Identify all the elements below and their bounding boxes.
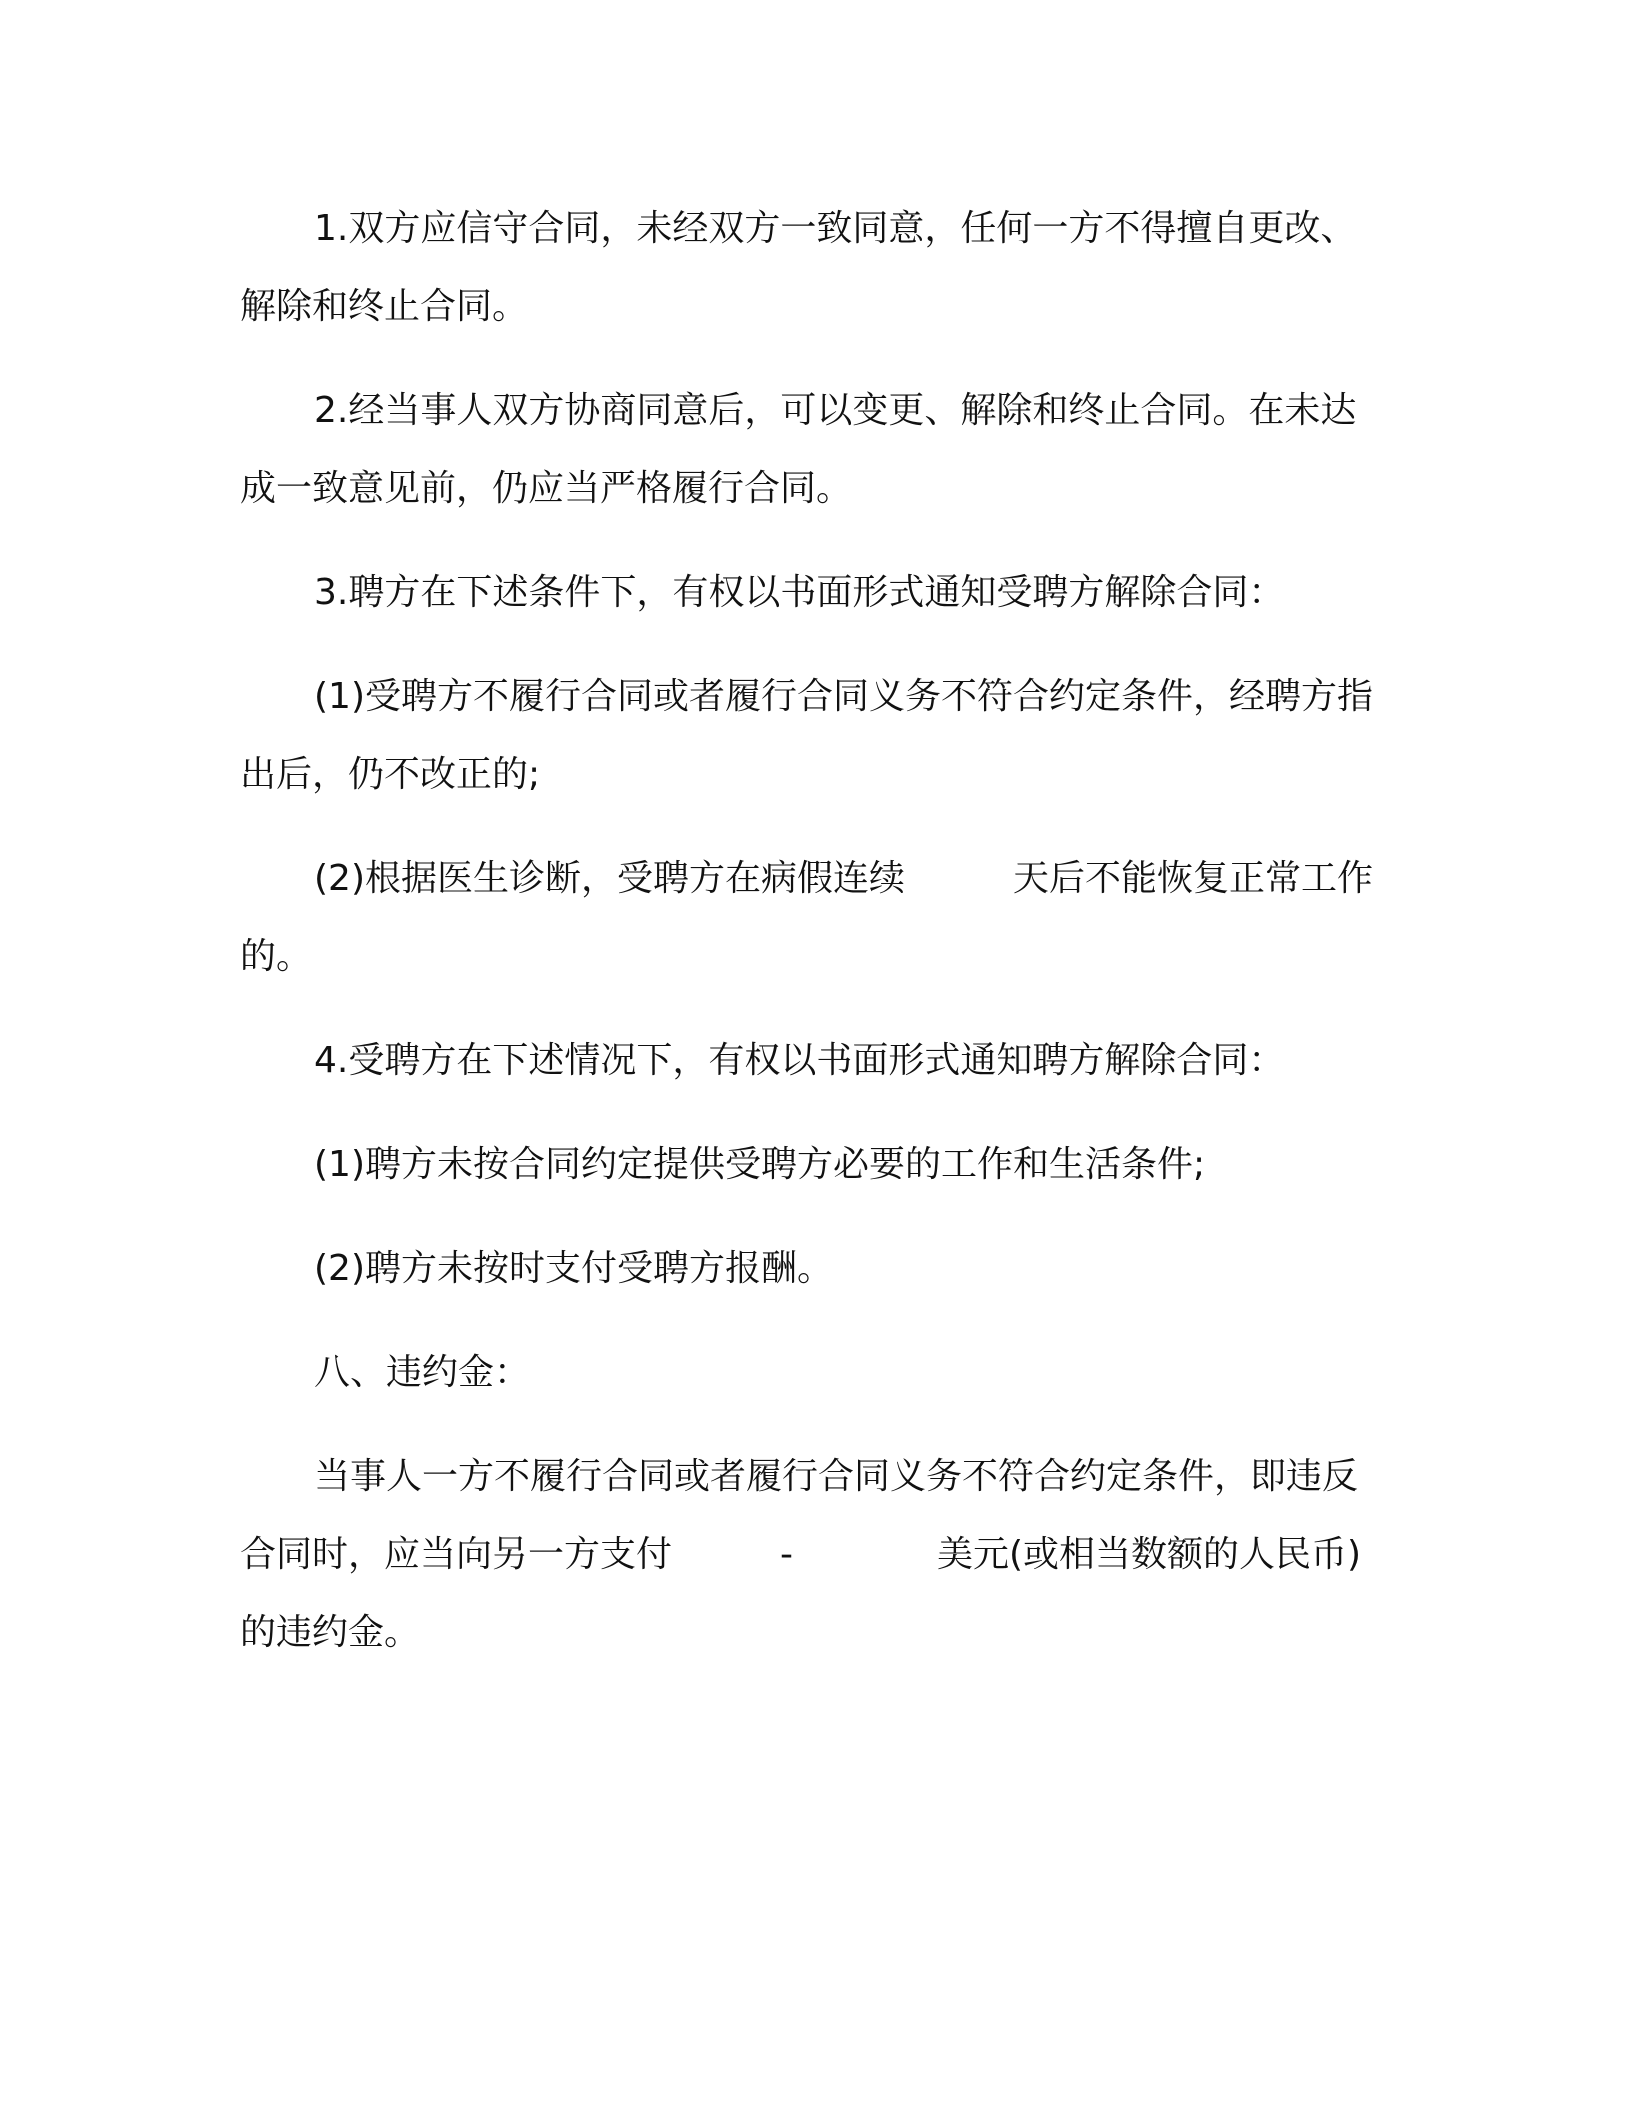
paragraph-clause-4: 4.受聘方在下述情况下，有权以书面形式通知聘方解除合同： (314, 1040, 1285, 1081)
document-body (240, 190, 1380, 1672)
paragraph-clause-2: 2.经当事人双方协商同意后，可以变更、解除和终止合同。在未达成一致意见前，仍应当严格履行合同。 (240, 390, 1357, 509)
paragraph-clause-4-item-1: (1)聘方未按合同约定提供受聘方必要的工作和生活条件; (314, 1144, 1206, 1185)
paragraph-penalty: 当事人一方不履行合同或者履行合同义务不符合约定条件，即违反合同时，应当向另一方支付 - 美元(或相当数额的人民币)的违约金。 (240, 1456, 1362, 1653)
section-heading-penalty: 八、违约金： (314, 1352, 531, 1393)
paragraph-clause-1: 1.双方应信守合同，未经双方一致同意，任何一方不得擅自更改、解除和终止合同。 (240, 208, 1357, 327)
paragraph-clause-4-item-2: (2)聘方未按时支付受聘方报酬。 (314, 1248, 833, 1289)
paragraph-clause-3: 3.聘方在下述条件下，有权以书面形式通知受聘方解除合同： (314, 572, 1285, 613)
paragraph-clause-3-item-2: (2)根据医生诊断，受聘方在病假连续 天后不能恢复正常工作的。 (240, 858, 1373, 977)
paragraph-clause-3-item-1: (1)受聘方不履行合同或者履行合同义务不符合约定条件，经聘方指出后，仍不改正的; (240, 676, 1373, 795)
